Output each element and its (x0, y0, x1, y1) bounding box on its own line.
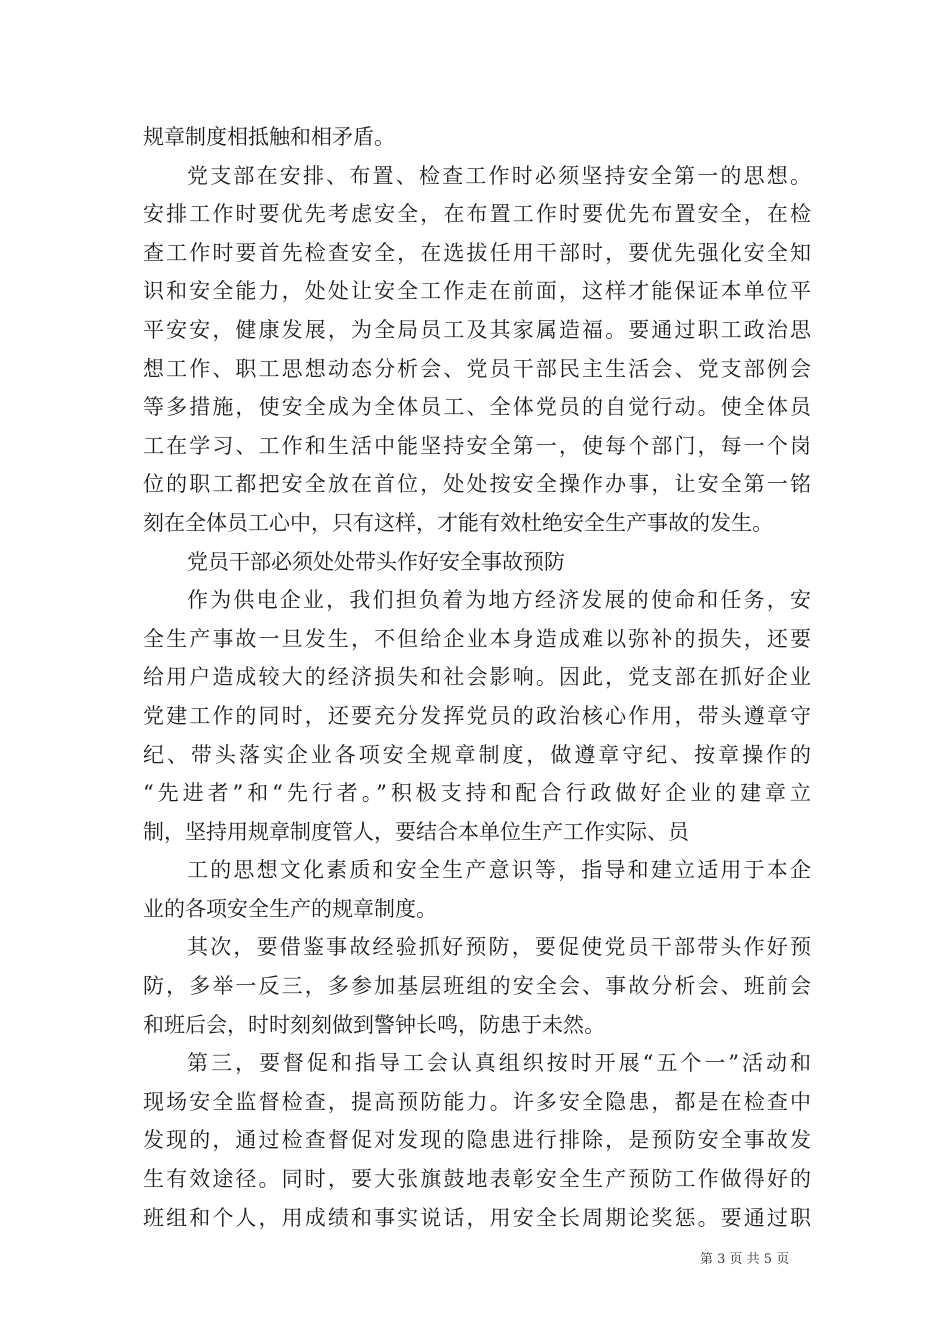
text-line: 第三，要督促和指导工会认真组织按时开展“五个一”活动和 (187, 1051, 811, 1076)
text-line: 制，坚持用规章制度管人，要结合本单位生产工作实际、员 (143, 819, 689, 844)
text-line: 想工作、职工思想动态分析会、党员干部民主生活会、党支部例会 (143, 356, 811, 381)
text-line: 和班后会，时时刻刻做到警钟长鸣，防患于未然。 (143, 1012, 605, 1037)
page-number: 第 3 页 共 5 页 (700, 1252, 790, 1267)
text-line: 规章制度相抵触和相矛盾。 (143, 125, 395, 149)
text-line: 纪、带头落实企业各项安全规章制度，做遵章守纪、按章操作的 (143, 742, 811, 767)
text-line: 刻在全体员工心中，只有这样，才能有效杜绝安全生产事故的发生。 (143, 510, 773, 535)
text-line: 业的各项安全生产的规章制度。 (143, 896, 437, 921)
text-line: 班组和个人，用成绩和事实说话，用安全长周期论奖惩。要通过职 (143, 1205, 811, 1230)
text-line: 党支部在安排、布置、检查工作时必须坚持安全第一的思想。 (187, 163, 811, 188)
text-line: 工在学习、工作和生活中能坚持安全第一，使每个部门，每一个岗 (143, 433, 811, 458)
text-line: 党建工作的同时，还要充分发挥党员的政治核心作用，带头遵章守 (143, 703, 811, 728)
text-line: 生有效途径。同时，要大张旗鼓地表彰安全生产预防工作做得好的 (143, 1167, 811, 1192)
text-line: 党员干部必须处处带头作好安全事故预防 (187, 549, 565, 574)
text-line: 其次，要借鉴事故经验抓好预防，要促使党员干部带头作好预 (187, 935, 811, 960)
text-line: 现场安全监督检查，提高预防能力。许多安全隐患，都是在检查中 (143, 1089, 811, 1114)
text-line: 安排工作时要优先考虑安全，在布置工作时要优先布置安全，在检 (143, 202, 811, 227)
text-line: 等多措施，使安全成为全体员工、全体党员的自觉行动。使全体员 (143, 395, 811, 420)
text-line: 发现的，通过检查督促对发现的隐患进行排除，是预防安全事故发 (143, 1128, 811, 1153)
text-line: 给用户造成较大的经济损失和社会影响。因此，党支部在抓好企业 (143, 665, 811, 690)
text-line: “先进者”和“先行者。”积极支持和配合行政做好企业的建章立 (143, 781, 811, 806)
text-line: 防，多举一反三，多参加基层班组的安全会、事故分析会、班前会 (143, 974, 811, 999)
text-line: 识和安全能力，处处让安全工作走在前面，这样才能保证本单位平 (143, 279, 811, 304)
text-line: 查工作时要首先检查安全，在选拔任用干部时，要优先强化安全知 (143, 240, 811, 265)
body-text (143, 118, 811, 1237)
text-line: 全生产事故一旦发生，不但给企业本身造成难以弥补的损失，还要 (143, 626, 811, 651)
text-line: 工的思想文化素质和安全生产意识等，指导和建立适用于本企 (187, 858, 811, 883)
text-line: 作为供电企业，我们担负着为地方经济发展的使命和任务，安 (187, 588, 811, 613)
text-line: 位的职工都把安全放在首位，处处按安全操作办事，让安全第一铭 (143, 472, 811, 497)
text-line: 平安安，健康发展，为全局员工及其家属造福。要通过职工政治思 (143, 317, 811, 342)
